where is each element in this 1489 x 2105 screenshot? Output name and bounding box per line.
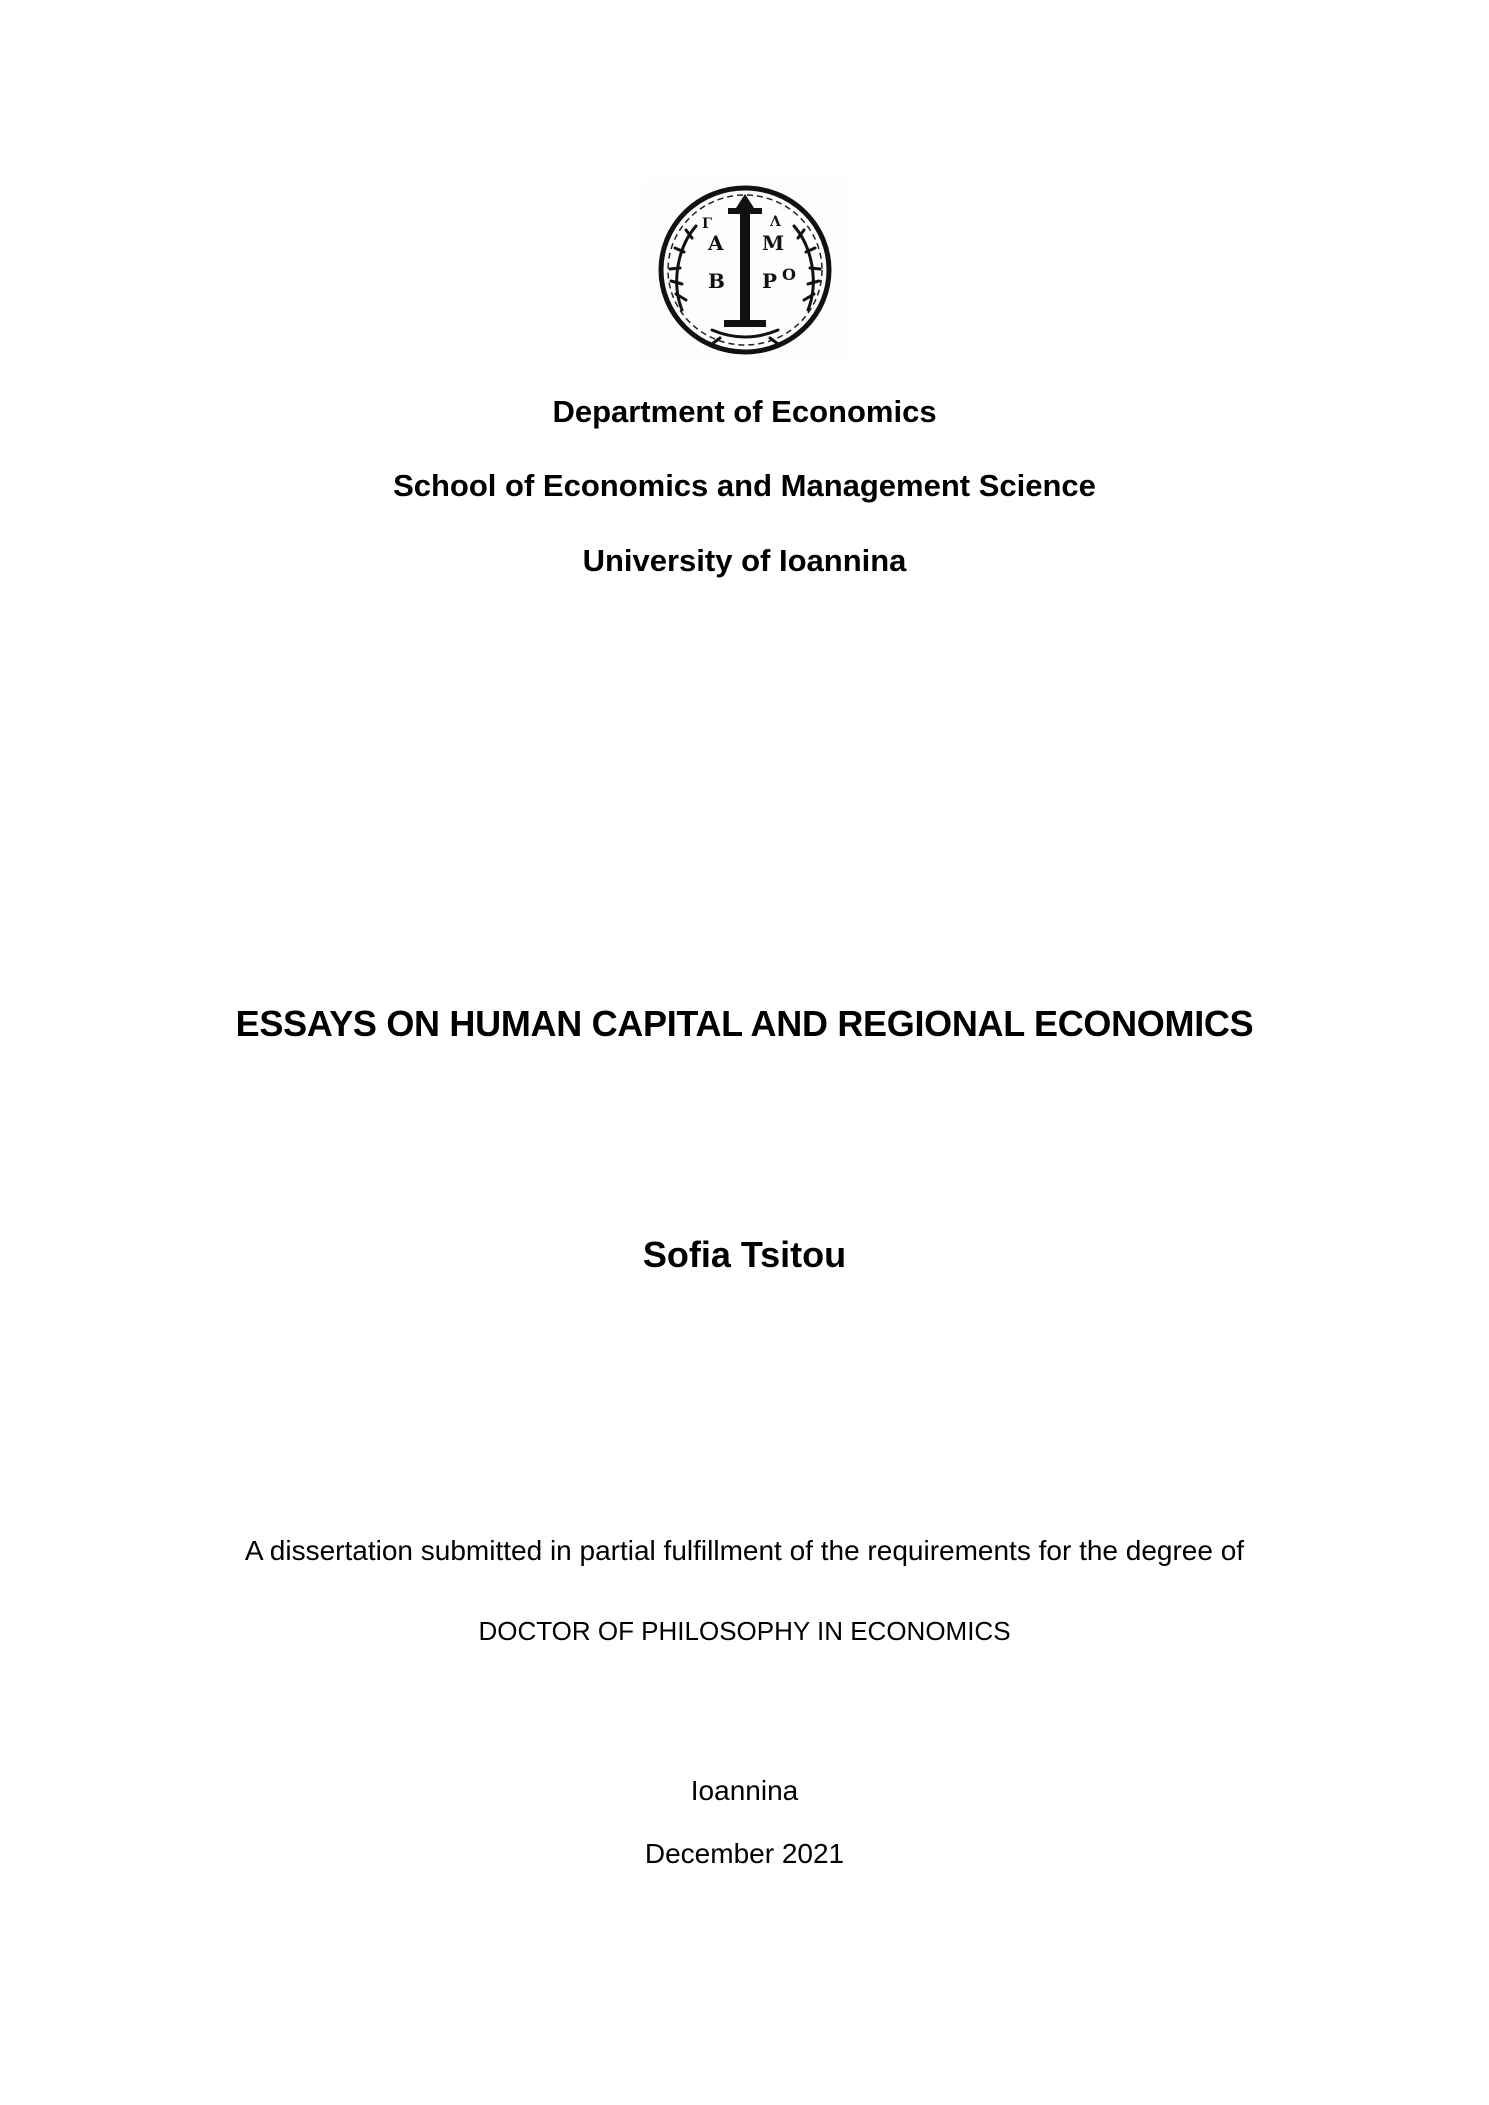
school-name: School of Economics and Management Science [393,468,1096,503]
svg-text:Λ: Λ [770,214,781,230]
university-seal-icon [642,180,848,360]
university-name: University of Ioannina [582,543,907,578]
svg-text:Μ: Μ [762,231,785,255]
svg-text:Ρ: Ρ [762,269,778,293]
city: Ioannina [690,1775,799,1806]
svg-text:Γ: Γ [702,216,712,232]
svg-text:Α: Α [708,231,724,255]
author-name: Sofia Tsitou [642,1234,847,1275]
thesis-title: ESSAYS ON HUMAN CAPITAL AND REGIONAL ECONOMICS [235,1003,1254,1044]
submission-statement: A dissertation submitted in partial fulfillment of the requirements for the degree of [244,1535,1245,1566]
submission-date: December 2021 [644,1838,845,1869]
department-name: Department of Economics [552,394,937,429]
degree-name: DOCTOR OF PHILOSOPHY IN ECONOMICS [478,1616,1011,1646]
svg-text:Ο: Ο [782,265,796,284]
svg-text:Β: Β [708,269,725,293]
